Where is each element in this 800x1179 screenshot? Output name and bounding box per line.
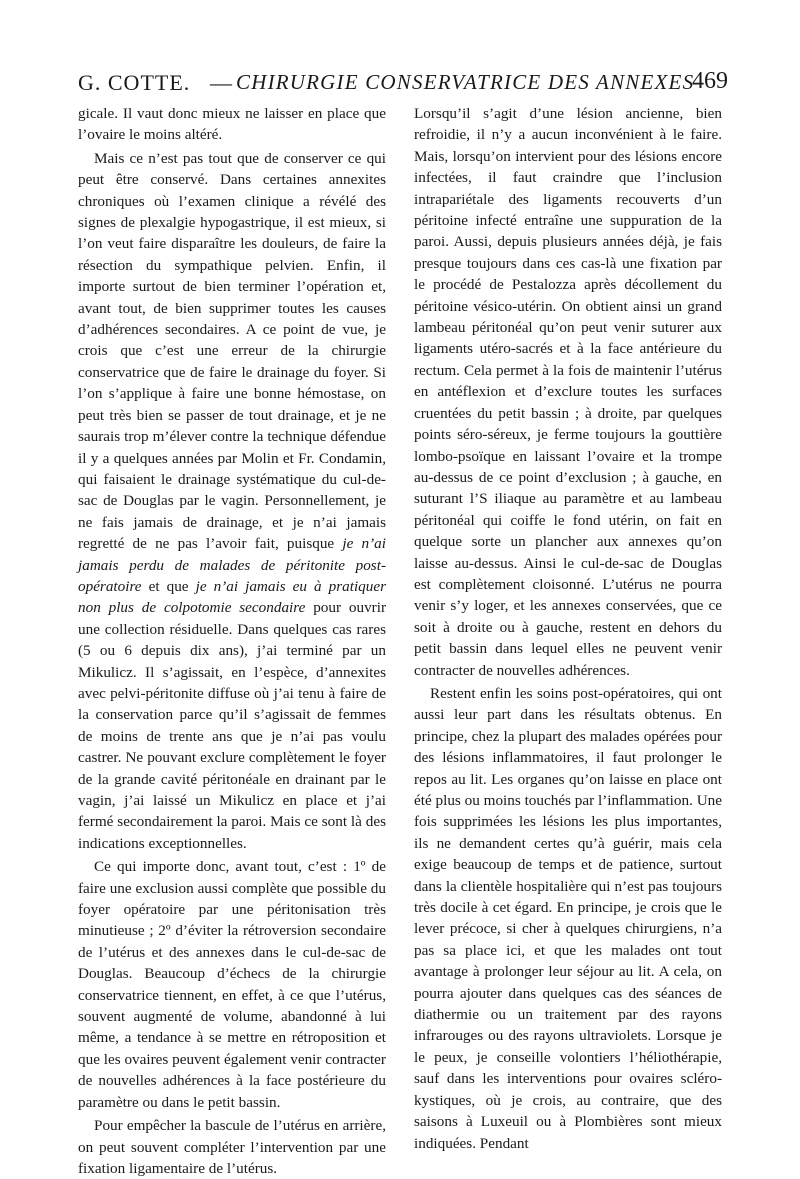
text-run: Mais ce n’est pas tout que de conserver ce qui peut être conservé. Dans certaines annexites chroniques où l’examen clinique a révélé des signes de plexalgie hypogastrique, il est mieux, si l’on veut faire disparaître les douleurs, de faire la résection du sympathique pelvien. Enfin, il importe surtout de bien terminer l’opération et, avant tout, de bien supprimer toutes les causes d’adhérences secondaires. A ce point de vue, je crois que c’est une erreur de la chirurgie conservatrice que de faire le drainage du foyer. Si l’on s’applique à faire une bonne hémostase, on peut très bien se passer de tout drainage, et je ne saurais trop m’élever contre la technique défendue il y a quelques années par Molin et Fr. Condamin, qui faisaient le drainage systématique du cul-de-sac de Douglas par le vagin. Personnellement, je ne fais jamais de drainage, et je n’ai jamais regretté de ne pas l’avoir fait, puisque [78,149,386,553]
paragraph [78,148,386,854]
running-header [78,60,728,100]
page-number: 469 [692,68,728,94]
paragraph: gicale. Il vaut donc mieux ne laisser en place que l’ovaire le moins altéré. [78,105,386,144]
paragraph: Pour empêcher la bascule de l’utérus en arrière, on peut souvent compléter l’intervention par une fixation ligamentaire de l’utérus. [78,1117,386,1177]
text-run: et que [148,577,189,595]
paragraph: Ce qui importe donc, avant tout, c’est : 1º de faire une exclusion aussi complète que possible du foyer opératoire par une péritonisation très minutieuse ; 2º d’éviter la rétroversion secondaire de l’utérus et des annexes dans le cul-de-sac de Douglas. Beaucoup d’échecs de la chirurgie conservatrice tiennent, en effet, à ce que l’utérus, souvent augmenté de volume, abandonné à lui même, a tendance à se mettre en rétroposition et que les ovaires peuvent également venir contracter de nouvelles adhérences à la face postérieure du paramètre ou dans le petit bassin. [78,858,386,1111]
header-dash: — [210,70,232,95]
paragraph: Restent enfin les soins post-opératoires, qui ont aussi leur part dans les résultats obtenus. En principe, chez la plupart des malades opérées pour des lésions inflammatoires, il faut prolonger le repos au lit. Les organes qu’on laisse en place ont été plus ou moins touchés par l’inflammation. Une fois supprimées les lésions les plus importantes, ils ne demandent certes qu’à guérir, mais cela exige beaucoup de temps et de patience, surtout dans la clientèle hospitalière qui n’est pas toujours très docile à cet égard. En principe, je crois que le lever précoce, si cher à quelques chirurgiens, n’a pas sa place ici, et que les malades ont tout avantage à prolonger leur séjour au lit. A cela, on pourra ajouter dans quelques cas des séances de diathermie ou un traitement par des rayons infrarouges ou des rayons ultraviolets. Lorsque je le peux, je conseille volontiers l’héliothérapie, sauf dans les interventions pour ovaires scléro-kystiques, où je crois, au contraire, que des saisons à Luxeuil ou à Plombières sont mieux indiquées. Pendant [414,684,722,1152]
paragraph: Lorsqu’il s’agit d’une lésion ancienne, bien refroidie, il n’y a aucun inconvénient à le faire. Mais, lorsqu’on intervient pour des lésions encore infectées, il faut craindre que l’inclusion intrapariétale des ligaments recouverts d’un péritoine infecté entraîne une suppuration de la paroi. Aussi, depuis plusieurs années déjà, je fais presque toujours dans ces cas-là une fixation par le procédé de Pestalozza après décollement du péritoine vésico-utérin. On obtient ainsi un grand lambeau péritonéal qu’on peut venir suturer aux ligaments utéro-sacrés et à la face antérieure du rectum. Cela permet à la fois de maintenir l’utérus en antéflexion et d’exclure toutes les surfaces cruentées du petit bassin ; à droite, par quelques points séro-séreux, je ferme toujours la gouttière lombo-psoïque en laissant l’ovaire et la trompe au-dessus de ce point d’exclusion ; à gauche, en suturant l’S iliaque au paramètre et au lambeau péritonéal qui coiffe le fond utérin, on fait en quelque sorte un plancher aux annexes qu’on laisse au-dessus. Ainsi le cul-de-sac de Douglas est complètement cloisonné. L’utérus ne pourra venir s’y loger, et les annexes conservées, que ce soit à droite ou à gauche, restent en dehors du petit bassin dans lequel elles ne peuvent venir contracter de nouvelles adhérences. [414,105,722,679]
header-author: G. COTTE. [78,70,191,95]
header-title: CHIRURGIE CONSERVATRICE DES ANNEXES [236,70,695,94]
text-run: pour ouvrir une collection résiduelle. Dans quelques cas rares (5 ou 6 depuis dix ans), j’ai terminé par un Mikulicz. Il s’agissait, en l’espèce, d’annexites avec pelvi-péritonite diffuse où j’ai tenu à faire de la conservation parce qu’il s’agissait de femmes de moins de trente ans que je n’ai pas voulu castrer. Ne pouvant exclure complètement le foyer de la grande cavité péritonéale en drainant par le vagin, j’ai laissé un Mikulicz en place et j’ai fermé secondairement la paroi. Mais ce sont là des indications exceptionnelles. [78,599,386,852]
left-column [78,103,386,1179]
italic-text: je n’ai jamais eu à pratiquer non plus de colpotomie secondaire [78,577,387,617]
italic-text: je n’ai jamais perdu de malades de péritonite post-opératoire [78,535,386,595]
right-column [414,103,722,1154]
